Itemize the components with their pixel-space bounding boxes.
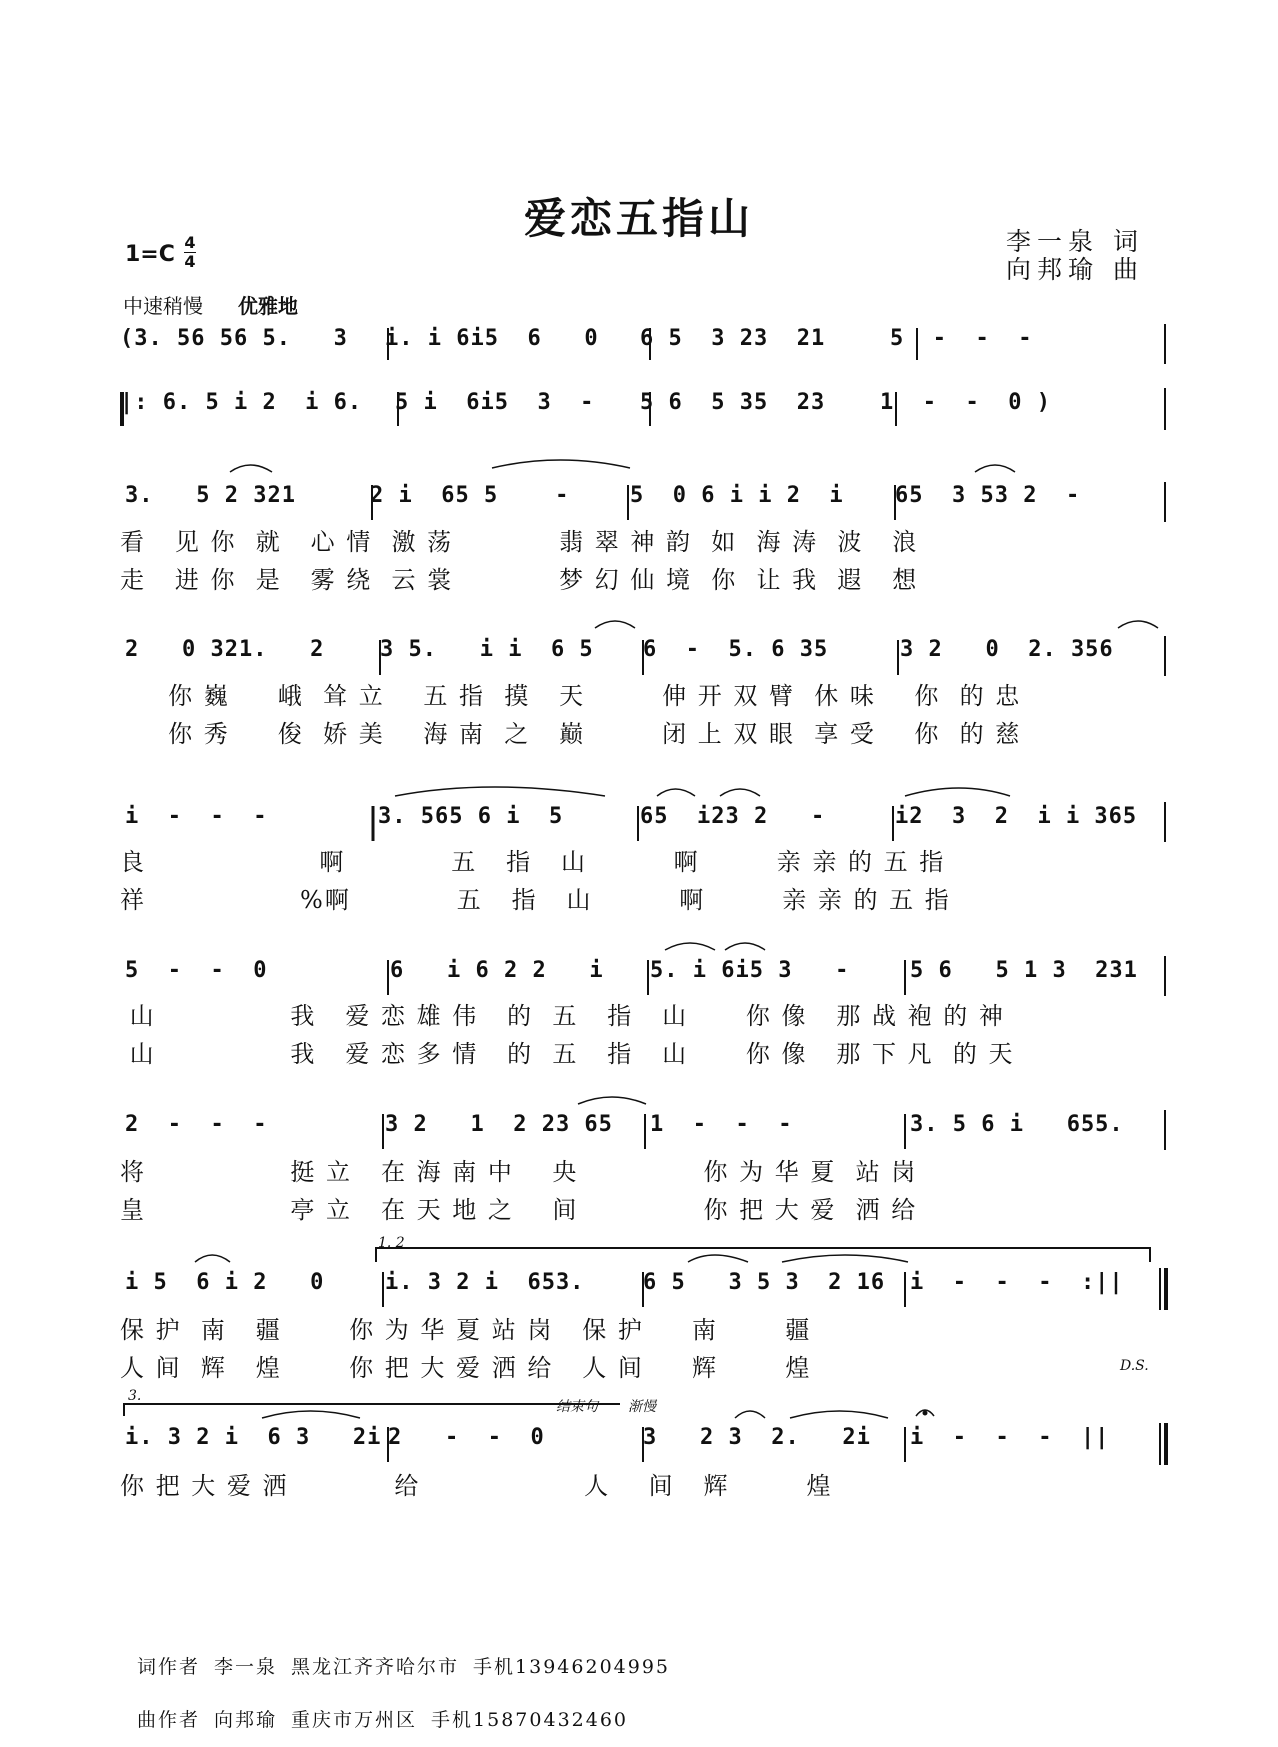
lyrics-verse-1: 良 啊 五 指 山 啊 亲 亲 的 五 指 [120, 848, 946, 876]
measure: i - - - :|| [910, 1270, 1124, 1295]
measure: 5 - - - [890, 326, 1033, 351]
measure: 3. 5 6 i 655. [910, 1112, 1124, 1137]
measure: i - - - || [910, 1425, 1110, 1450]
lyrics-verse-1: 看 见 你 就 心 情 激 荡 翡 翠 神 韵 如 海 涛 波 浪 [120, 528, 919, 556]
measure: i. 3 2 i 653. [385, 1270, 585, 1295]
time-signature-bottom: 4 [184, 252, 196, 271]
measure: i. 3 2 i 6 3 2i [125, 1425, 382, 1450]
measure: i 5 6 i 2 0 [125, 1270, 325, 1295]
expression-marking: 优雅地 [238, 294, 298, 318]
phone: 手机13946204995 [473, 1656, 671, 1678]
measure: 5 i 6i5 3 - [395, 390, 595, 415]
measure: 5 - - 0 [125, 958, 268, 983]
role: 词作者 [137, 1656, 201, 1678]
ending-marking: 结束句 [556, 1399, 598, 1415]
measure: 5 6 5 35 23 [640, 390, 826, 415]
lyricist-contact [137, 1652, 670, 1679]
measure: 3 2 1 2 23 65 [385, 1112, 613, 1137]
lyrics-verse-2: 山 我 爱 恋 多 情 的 五 指 山 你 像 那 下 凡 的 天 [120, 1040, 1015, 1068]
measure: 1 - - - [650, 1112, 793, 1137]
measure: 2 i 65 5 - [370, 483, 570, 508]
phone: 手机15870432460 [431, 1709, 629, 1731]
measure: 2 - - - [125, 1112, 268, 1137]
place: 黑龙江齐齐哈尔市 [291, 1656, 460, 1678]
measure: 5 6 5 1 3 231 [910, 958, 1138, 983]
measure: 2 0 321. 2 [125, 637, 325, 662]
volta-1-2-label: 1. 2 [378, 1235, 405, 1251]
role: 曲作者 [137, 1709, 201, 1731]
measure: 2 - - 0 [388, 1425, 545, 1450]
measure: 5 0 6 i i 2 i [630, 483, 844, 508]
measure: i2 3 2 i i 365 [895, 804, 1138, 829]
ds-marking: D.S. [1120, 1358, 1149, 1374]
lyrics-verse-1: 山 我 爱 恋 雄 伟 的 五 指 山 你 像 那 战 袍 的 神 [120, 1002, 1005, 1030]
lyrics-verse-2: 走 进 你 是 雾 绕 云 裳 梦 幻 仙 境 你 让 我 遐 想 [120, 566, 919, 594]
measure: 3. 565 6 i 5 [378, 804, 564, 829]
time-signature-top: 4 [184, 233, 196, 252]
place: 重庆市万州区 [291, 1709, 418, 1731]
measure: 3 5. i i 6 5 [380, 637, 594, 662]
measure: i - - - [125, 804, 268, 829]
measure: 3. 5 2 321 [125, 483, 296, 508]
lyrics-verse-2: 祥 %啊 五 指 山 啊 亲 亲 的 五 指 [120, 886, 951, 914]
lyrics-final: 你 把 大 爱 洒 给 人 间 辉 煌 [120, 1472, 833, 1500]
lyricist-credit: 李一泉 词 [1006, 227, 1144, 256]
measure: 6 i 6 2 2 i [390, 958, 604, 983]
lyrics-verse-2: 你 秀 俊 娇 美 海 南 之 巅 闭 上 双 眼 享 受 你 的 慈 [120, 720, 1022, 748]
lyrics-verse-1: 保 护 南 疆 你 为 华 夏 站 岗 保 护 南 疆 [120, 1316, 812, 1344]
ritardando-marking: 渐慢 [628, 1399, 656, 1415]
measure: 65 i23 2 - [640, 804, 826, 829]
measure: 3 2 3 2. 2i [643, 1425, 871, 1450]
measure: 3 2 0 2. 356 [900, 637, 1114, 662]
composer-credit: 向邦瑜 曲 [1006, 255, 1144, 284]
lyrics-verse-2: 人 间 辉 煌 你 把 大 爱 洒 给 人 间 辉 煌 [120, 1354, 812, 1382]
lyrics-verse-1: 将 挺 立 在 海 南 中 央 你 为 华 夏 站 岗 [120, 1158, 918, 1186]
song-title: 爱恋五指山 [523, 194, 754, 243]
measure: 6 - 5. 6 35 [643, 637, 829, 662]
volta-3-label: 3. [128, 1388, 142, 1404]
lyrics-verse-1: 你 巍 峨 耸 立 五 指 摸 天 伸 开 双 臂 休 味 你 的 忠 [120, 682, 1022, 710]
measure: i. i 6i5 6 0 [385, 326, 599, 351]
measure: 5. i 6i5 3 - [650, 958, 850, 983]
measure: 6 5 3 5 3 2 16 [643, 1270, 886, 1295]
composer-contact [137, 1705, 628, 1732]
measure: (3. 56 56 5. 3 [120, 326, 348, 351]
key-signature: 1=C [125, 242, 175, 267]
name: 向邦瑜 [214, 1709, 278, 1731]
name: 李一泉 [214, 1656, 278, 1678]
tempo-marking: 中速稍慢 [123, 294, 203, 318]
measure: 6 5 3 23 21 [640, 326, 826, 351]
measure: 65 3 53 2 - [895, 483, 1081, 508]
measure: 1 - - 0 ) [880, 390, 1051, 415]
lyrics-verse-2: 皇 亭 立 在 天 地 之 间 你 把 大 爱 洒 给 [120, 1196, 918, 1224]
measure: |: 6. 5 i 2 i 6. [120, 390, 363, 415]
